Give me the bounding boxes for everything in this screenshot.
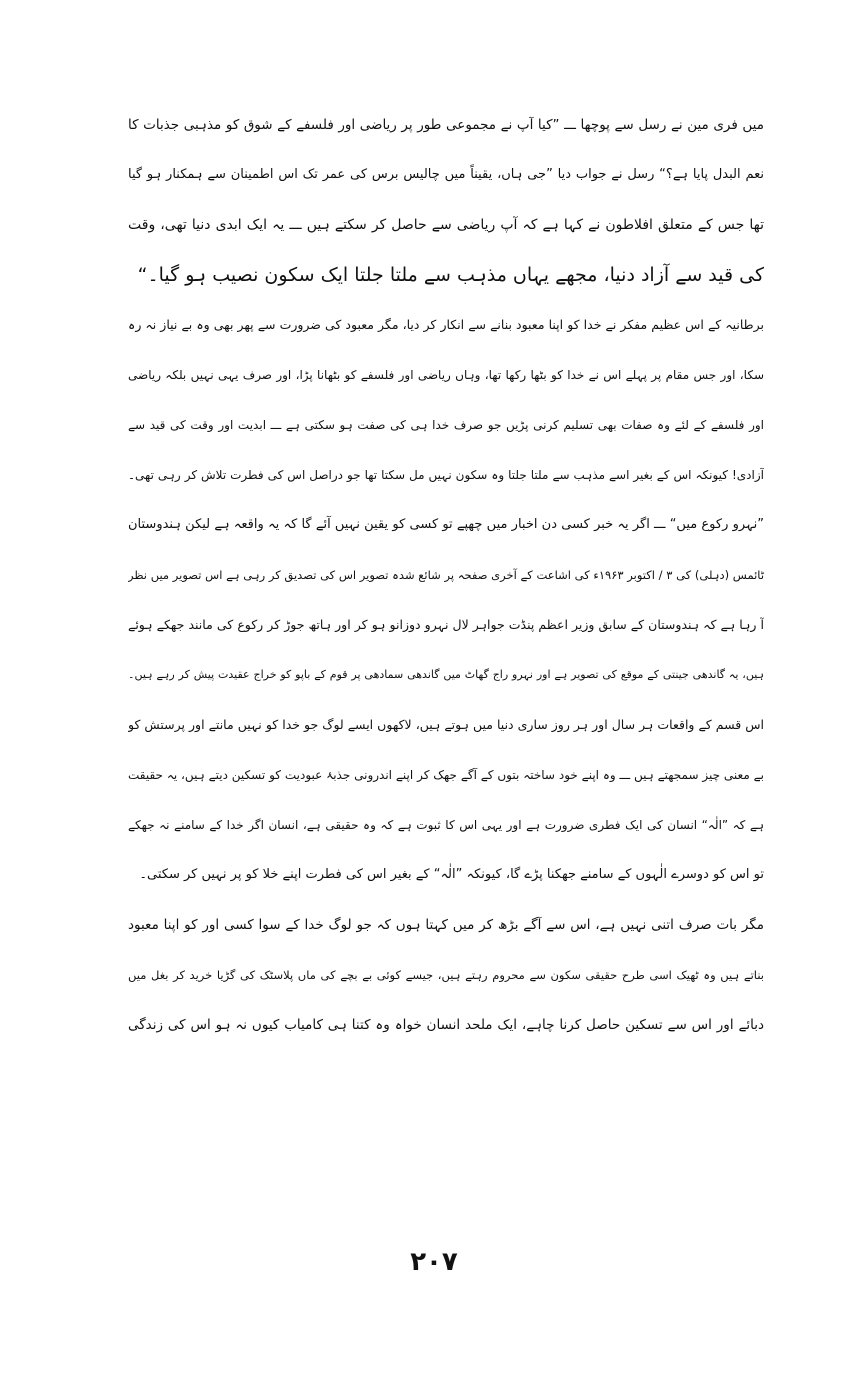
text-line-7: اور فلسفے کے لئے وہ صفات بھی تسلیم کرنی پڑیں جو صرف خدا ہی کی صفت ہو سکتی ہے ـــ ابدیت اور وقت کی قید سے bbox=[128, 418, 764, 432]
text-line-14: بے معنی چیز سمجھتے ہیں ـــ وہ اپنے خود ساختہ بتوں کے آگے جھک کر اپنے اندرونی جذبۂ عبودیت کو تسکین دیتے ہیں، یہ حقیقت bbox=[128, 768, 764, 782]
text-line-1: میں فری مین نے رسل سے پوچھا ـــ ”کیا آپ نے مجموعی طور پر ریاضی اور فلسفے کے شوق کو مذہبی جذبات کا bbox=[128, 117, 764, 133]
text-line-19: دبائے اور اس سے تسکین حاصل کرنا چاہے، ایک ملحد انسان خواہ وہ کتنا ہی کامیاب کیوں نہ ہو اس کی زندگی bbox=[128, 1017, 764, 1033]
text-line-18: بناتے ہیں وہ ٹھیک اسی طرح حقیقی سکون سے محروم رہتے ہیں، جیسے کوئی بے بچے کی ماں پلاسٹک کی گڑیا خرید کر بغل میں bbox=[128, 968, 764, 982]
text-line-12: ہیں، یہ گاندھی جینتی کے موقع کی تصویر ہے اور نہرو راج گھاٹ میں گاندھی سمادھی پر قوم کے باپو کو خراج عقیدت پیش کر رہے ہیں۔ bbox=[128, 668, 764, 681]
text-line-15: ہے کہ ”الٰہ“ انسان کی ایک فطری ضرورت ہے اور یہی اس کا ثبوت ہے کہ وہ حقیقی ہے، انسان اگر خدا کے سامنے نہ جھکے bbox=[128, 818, 764, 832]
text-line-8: آزادی! کیونکہ اس کے بغیر اسے مذہب سے ملتا جلتا وہ سکون نہیں مل سکتا تھا جو دراصل اس کی فطرت تلاش کر رہی تھی۔ bbox=[128, 468, 764, 482]
page-number: ۲۰۷ bbox=[410, 1247, 458, 1277]
text-line-11: آ رہا ہے کہ ہندوستان کے سابق وزیر اعظم پنڈت جواہر لال نہرو دوزانو ہو کر اور ہاتھ جوڑ کر رکوع کی مانند جھکے ہوئے bbox=[128, 617, 764, 632]
text-line-16: تو اس کو دوسرے الٰہوں کے سامنے جھکنا پڑے گا، کیونکہ ”الٰہ“ کے بغیر اس کی فطرت اپنے خلا کو پر نہیں کر سکتی۔ bbox=[139, 867, 764, 882]
text-line-4: کی قید سے آزاد دنیا، مجھے یہاں مذہب سے ملتا جلتا ایک سکون نصیب ہو گیا۔“ bbox=[137, 264, 764, 286]
text-line-13: اس قسم کے واقعات ہر سال اور ہر روز ساری دنیا میں ہوتے ہیں، لاکھوں ایسے لوگ جو خدا کو نہیں مانتے اور پرستش کو bbox=[128, 717, 764, 732]
text-line-6: سکا، اور جس مقام پر پہلے اس نے خدا کو بٹھا رکھا تھا، وہاں ریاضی اور فلسفے کو بٹھانا پڑا، اور صرف یہی نہیں بلکہ ریاضی bbox=[128, 368, 764, 382]
text-line-5: برطانیہ کے اس عظیم مفکر نے خدا کو اپنا معبود بنانے سے انکار کر دیا، مگر معبود کی ضرورت سے پھر بھی وہ بے نیاز نہ رہ bbox=[128, 317, 764, 332]
text-line-10: ٹائمس (دہلی) کی ۳ / اکتوبر ۱۹۶۳ء کی اشاعت کے آخری صفحہ پر شائع شدہ تصویر اس کی تصدیق کر رہی ہے اس تصویر میں نظر bbox=[128, 568, 764, 582]
body-text bbox=[128, 100, 764, 1050]
text-line-2: نعم البدل پایا ہے؟“ رسل نے جواب دیا ”جی ہاں، یقیناً میں چالیس برس کی عمر تک اس اطمینان سے ہمکنار ہو گیا bbox=[128, 167, 764, 182]
text-line-9: ”نہرو رکوع میں“ ـــ اگر یہ خبر کسی دن اخبار میں چھپے تو کسی کو یقین نہیں آئے گا کہ یہ واقعہ ہے لیکن ہندوستان bbox=[128, 517, 764, 532]
text-line-3: تھا جس کے متعلق افلاطون نے کہا ہے کہ آپ ریاضی سے حاصل کر سکتے ہیں ـــ یہ ایک ابدی دنیا تھی، وقت bbox=[128, 217, 764, 233]
text-line-17: مگر بات صرف اتنی نہیں ہے، اس سے آگے بڑھ کر میں کہتا ہوں کہ جو لوگ خدا کے سوا کسی اور کو اپنا معبود bbox=[128, 917, 764, 933]
